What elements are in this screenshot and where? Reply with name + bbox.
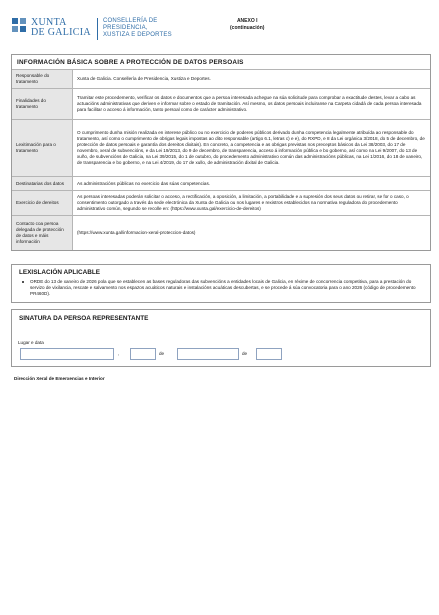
annex-heading <box>230 18 264 31</box>
day-field[interactable] <box>130 348 156 360</box>
row-label: Contacto coa persoa delegada de protección de datos e máis información <box>12 216 73 251</box>
row-value: Xunta de Galicia. Consellería de Presidencia, Xustiza e Deportes. <box>73 70 431 89</box>
comma-separator: , <box>118 351 120 356</box>
issuing-department: Dirección Xeral de Emerxencias e Interior <box>14 376 105 381</box>
table-row <box>12 89 430 120</box>
data-protection-table <box>12 69 430 250</box>
logo-wordmark: XUNTA DE GALICIA <box>31 17 91 38</box>
legislation-section <box>11 264 431 303</box>
row-label: Lexitimación para o tratamento <box>12 120 73 177</box>
annex-subtitle: (continuación) <box>230 24 265 31</box>
department-name: CONSELLERÍA DE PRESIDENCIA, XUSTIZA E DEPORTES <box>102 18 172 38</box>
row-label: Exercicio de dereitos <box>12 191 73 216</box>
annex-title: ANEXO I <box>236 18 258 24</box>
bullet-icon <box>22 281 24 283</box>
table-row <box>12 120 430 177</box>
legislation-title: LEXISLACIÓN APLICABLE <box>19 269 101 276</box>
month-field[interactable] <box>177 348 239 360</box>
year-field[interactable] <box>256 348 282 360</box>
de-separator-1: de <box>159 351 165 356</box>
data-protection-section <box>11 54 431 251</box>
signature-title: SINATURA DA PERSOA REPRESENTANTE <box>19 315 149 322</box>
de-separator-2: de <box>242 351 248 356</box>
document-header <box>12 18 432 48</box>
table-row <box>12 216 430 251</box>
row-value: O cumprimento dunha misión realizada en interese público ou no exercicio de poderes públicos derivado dunha competencia legalmente atribuída ao responsable do tratamento, así como o cumprimento de obrigas legais impostas ao dito responsable (artigo 6.1, letras c) e e), do RXPD, e 8 da Lei orgánica 3/2018, do 5 de decembro, de protección de datos persoais e garantía dos dereitos dixitais). En concreto, a competencia e as obrigas previstas nos preceptos básicos da Lei 38/2003, do 17 de novembro, xeral de subvencións, e da Lei 19/2013, do 9 de decembro, de transparencia, acceso á información pública e bo goberno, así como na Lei 9/2007, do 13 de xuño, de subvencións de Galicia, na Lei 39/2015, do 1 de outubro, do procedemento administrativo común das administracións públicas, na Lei 1/2016, do 18 de xaneiro, de transparencia e bo goberno, e na Lei 4/2019, do 17 de xullo, de administración dixital de Galicia. <box>73 120 431 177</box>
row-label: Finalidades do tratamento <box>12 89 73 120</box>
row-label: Responsable do tratamento <box>12 70 73 89</box>
table-row <box>12 177 430 191</box>
table-row <box>12 70 430 89</box>
row-value[interactable]: (https://www.xunta.gal/informacion-xeral-proteccion-datos) <box>73 216 431 251</box>
place-field[interactable] <box>20 348 114 360</box>
data-protection-title: INFORMACIÓN BÁSICA SOBRE A PROTECCIÓN DE DATOS PERSOAIS <box>17 59 244 66</box>
row-value: As administracións públicas no exercicio das súas competencias. <box>73 177 431 191</box>
place-date-label: Lugar e data <box>18 340 44 345</box>
xunta-logo <box>12 18 172 40</box>
row-label: Destinatarias dos datos <box>12 177 73 191</box>
table-row <box>12 191 430 216</box>
row-value: Tramitar este procedemento, verificar os datos e documentos que a persoa interesada achegue na súa solicitude para comprobar a exactitude destes, levar a cabo as actuacións administrativas que deriven e informar sobre o estado de tramitación. Así mesmo, os datos persoais incluiranse na Carpeta cidadá de cada persoa interesada para facilitar o acceso á información, tanto persoal como de carácter administrativo. <box>73 89 431 120</box>
row-value: As persoas interesadas poderán solicitar o acceso, a rectificación, a oposición, a limitación, a portabilidade e a supresión dos seus datos ou retirar, se for o caso, o consentimento outorgado a través da sede electrónica da Xunta de Galicia ou nos lugares e rexistros establecidos na normativa reguladora do procedemento administrativo común, segundo se recolle en: (https://www.xunta.gal/exercicio-de-dereitos) <box>73 191 431 216</box>
xunta-emblem-icon <box>12 18 27 33</box>
legislation-text: ORDE do 13 de xaneiro de 2026 pola que se establecen as bases reguladoras das subvencións a entidades locais de Galicia, en réxime de concorrencia competitiva, para a prestación do servizo de vixilancia, rescate e salvamento nos espazos acuáticos naturais e instalacións acuáticas descubertas, e se procede á súa convocatoria para o ano 2026 (código de procedemento PR460D). <box>30 279 416 296</box>
list-item <box>12 278 430 302</box>
signature-section <box>11 309 431 367</box>
logo-divider <box>97 18 98 40</box>
